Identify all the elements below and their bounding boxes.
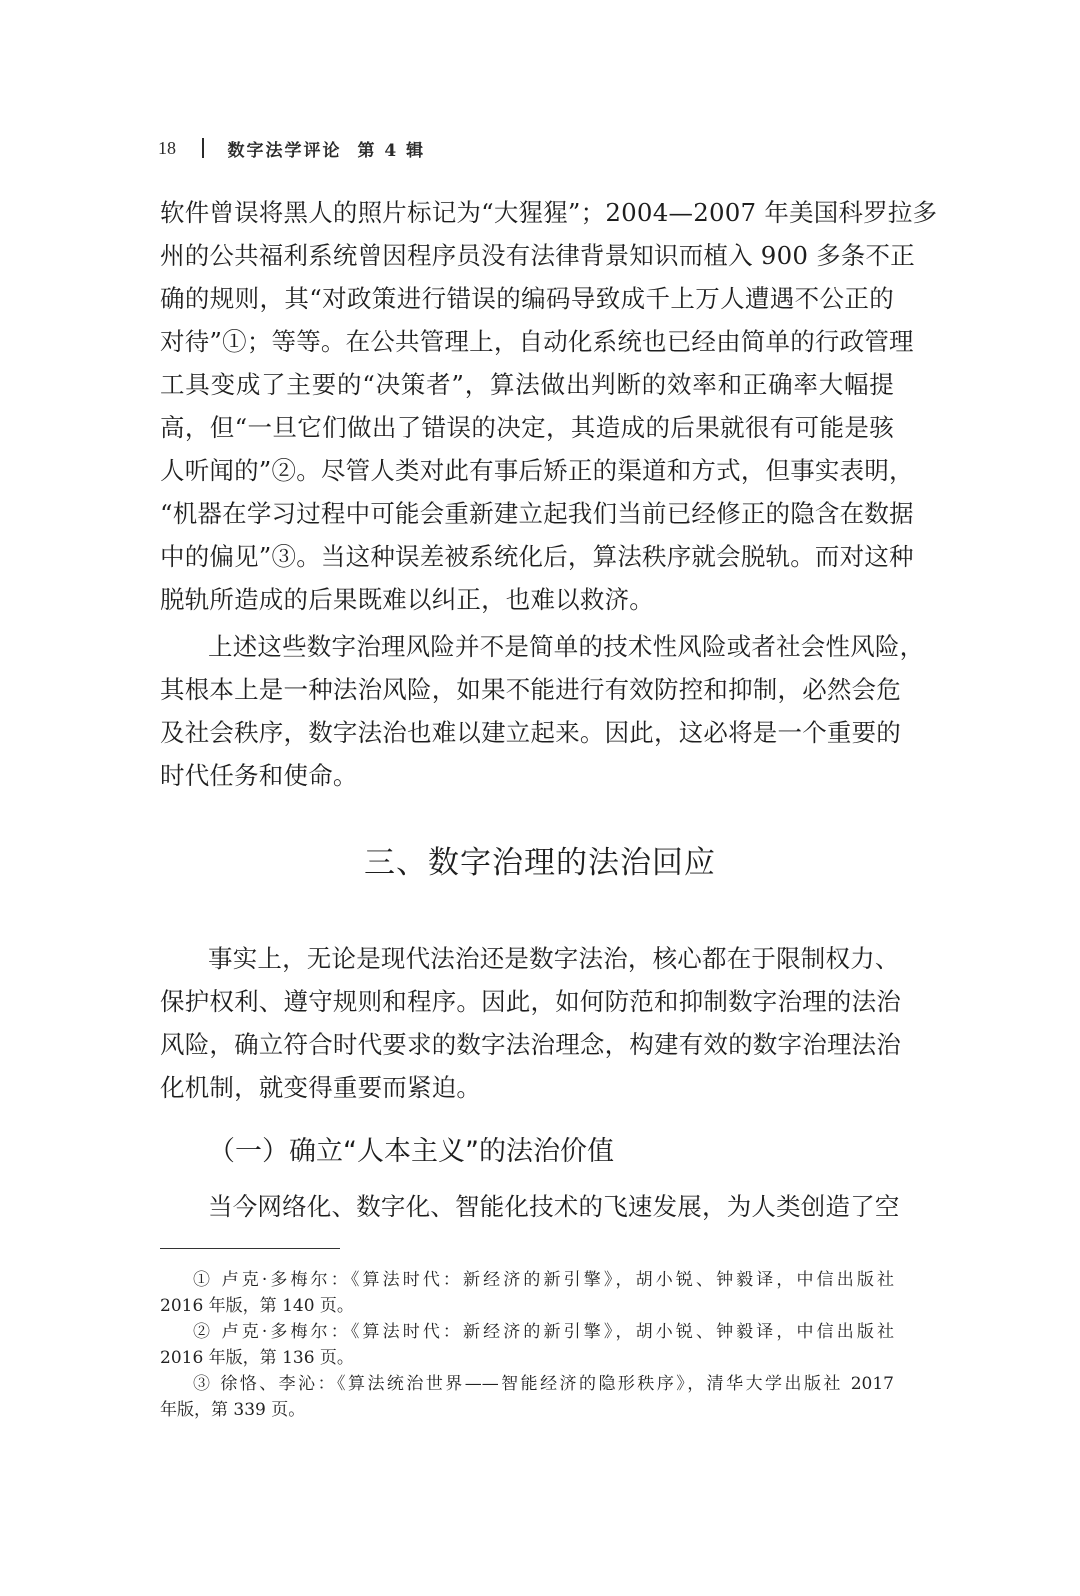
body-line: 事实上，无论是现代法治还是数字法治，核心都在于限制权力、 (208, 944, 900, 973)
footnote-line: ① 卢克·多梅尔：《算法时代：新经济的新引擎》，胡小锐、钟毅译，中信出版社 (193, 1270, 894, 1290)
body-line: 时代任务和使命。 (160, 761, 358, 790)
body-line: 脱轨所造成的后果既难以纠正，也难以救济。 (160, 585, 654, 614)
page-number: 18 (158, 137, 176, 158)
footnote-line: ③ 徐恪、李沁：《算法统治世界——智能经济的隐形秩序》，清华大学出版社 2017 (193, 1374, 894, 1394)
volume-label: 第 4 辑 (357, 140, 426, 161)
body-line: “机器在学习过程中可能会重新建立起我们当前已经修正的隐含在数据 (160, 499, 914, 528)
body-line: 对待”①；等等。在公共管理上，自动化系统也已经由简单的行政管理 (160, 327, 914, 356)
body-line: 工具变成了主要的“决策者”，算法做出判断的效率和正确率大幅提 (160, 370, 894, 399)
footnote-line: 2016 年版，第 140 页。 (160, 1296, 354, 1316)
body-line: 高，但“一旦它们做出了错误的决定，其造成的后果就很有可能是骇 (160, 413, 894, 442)
footnote-line: 2016 年版，第 136 页。 (160, 1348, 354, 1368)
running-header (158, 136, 425, 160)
header-divider (202, 138, 204, 158)
body-line: 化机制，就变得重要而紧迫。 (160, 1073, 482, 1102)
body-line: 风险，确立符合时代要求的数字法治理念，构建有效的数字治理法治 (160, 1030, 901, 1059)
body-line: 上述这些数字治理风险并不是简单的技术性风险或者社会性风险， (208, 632, 925, 661)
body-line: 中的偏见”③。当这种误差被系统化后，算法秩序就会脱轨。而对这种 (160, 542, 914, 571)
body-line: 州的公共福利系统曾因程序员没有法律背景知识而植入 900 多条不正 (160, 241, 915, 270)
body-line: 软件曾误将黑人的照片标记为“大猩猩”；2004—2007 年美国科罗拉多 (160, 198, 938, 227)
body-line: 当今网络化、数字化、智能化技术的飞速发展，为人类创造了空 (208, 1192, 900, 1221)
subsection-heading: （一）确立“人本主义”的法治价值 (208, 1136, 614, 1167)
section-heading: 三、数字治理的法治回应 (364, 845, 716, 881)
body-line: 保护权利、遵守规则和程序。因此，如何防范和抑制数字治理的法治 (160, 987, 901, 1016)
footnote-line: ② 卢克·多梅尔：《算法时代：新经济的新引擎》，胡小锐、钟毅译，中信出版社 (193, 1322, 894, 1342)
body-line: 人听闻的”②。尽管人类对此有事后矫正的渠道和方式，但事实表明， (160, 456, 914, 485)
footnote-divider (160, 1248, 340, 1249)
body-line: 其根本上是一种法治风险，如果不能进行有效防控和抑制，必然会危 (160, 675, 901, 704)
body-line: 确的规则，其“对政策进行错误的编码导致成千上万人遭遇不公正的 (160, 284, 894, 313)
footnote-line: 年版，第 339 页。 (160, 1400, 306, 1420)
body-line: 及社会秩序，数字法治也难以建立起来。因此，这必将是一个重要的 (160, 718, 901, 747)
journal-title: 数字法学评论 (227, 140, 342, 161)
